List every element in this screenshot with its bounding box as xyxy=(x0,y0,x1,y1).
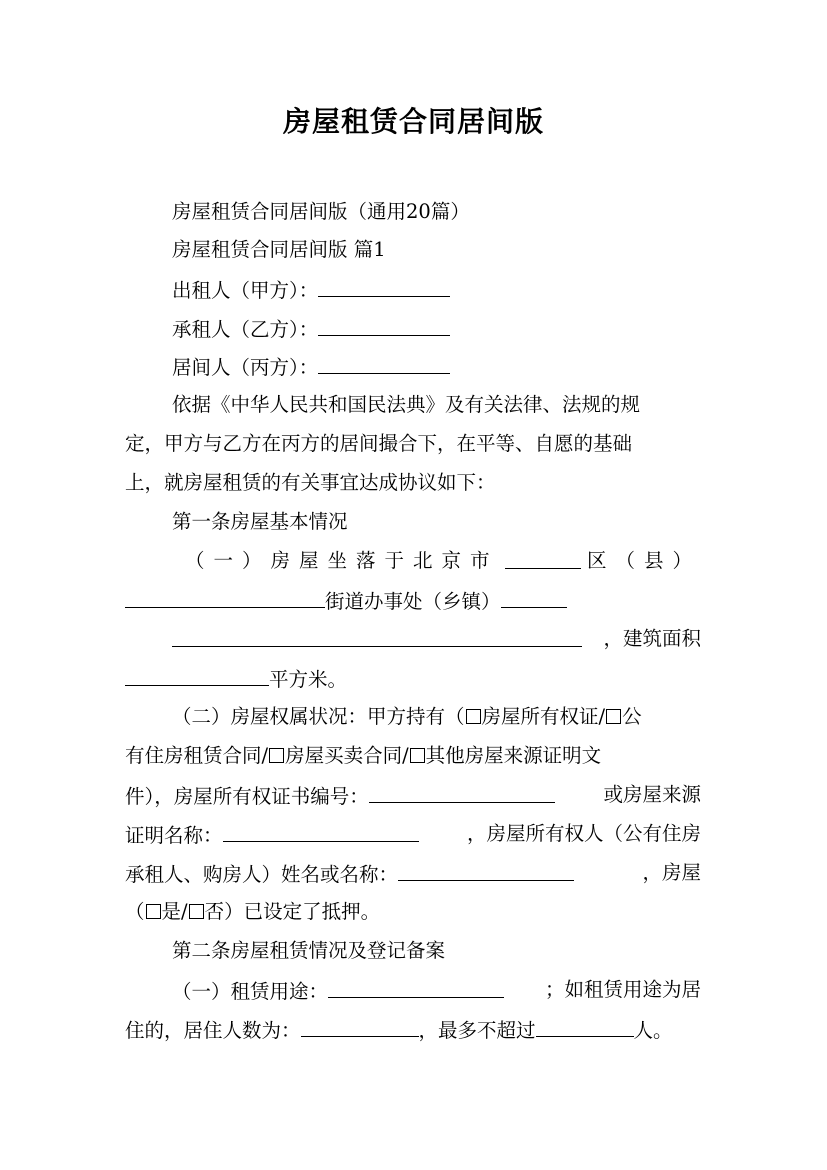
town-blank[interactable] xyxy=(501,585,567,608)
part-heading: 房屋租赁合同居间版 篇1 xyxy=(172,238,386,261)
lease-purpose-label: （一）租赁用途： xyxy=(172,980,329,1003)
occupants-blank[interactable] xyxy=(301,1014,419,1037)
party-c-blank[interactable] xyxy=(318,351,450,374)
party-b-line xyxy=(172,313,701,345)
mortgage-open-paren: （ xyxy=(125,900,145,923)
party-a-line xyxy=(172,274,701,306)
lease-purpose-blank[interactable] xyxy=(328,975,504,998)
certificate-number-label: 件），房屋所有权证书编号： xyxy=(125,785,369,808)
article-1-item-2-line-2 xyxy=(125,741,701,771)
article-1-item-2-line-1 xyxy=(172,702,701,732)
district-blank[interactable] xyxy=(505,546,581,569)
public-housing-label-start: 公 xyxy=(622,705,642,728)
owner-label: ，房屋所有权人（公有住房 xyxy=(466,822,701,845)
article-2-item-1-line-1 xyxy=(172,975,701,1007)
preamble-line-3: 上，就房屋租赁的有关事宜达成协议如下： xyxy=(125,471,496,494)
other-source-checkbox[interactable] xyxy=(410,748,425,763)
article-1-item-2-line-6 xyxy=(125,897,701,927)
street-label: 街道办事处（乡镇） xyxy=(325,590,501,613)
ownership-certificate-label: 房屋所有权证/ xyxy=(481,705,606,728)
preamble-line-2: 定，甲方与乙方在丙方的居间撮合下，在平等、自愿的基础 xyxy=(125,432,633,455)
purchase-contract-label: 房屋买卖合同/ xyxy=(285,744,409,767)
article-2-heading: 第二条房屋租赁情况及登记备案 xyxy=(172,939,446,962)
source-proof-label: 或房屋来源 xyxy=(603,783,701,806)
mortgage-no-label: 否）已设定了抵押。 xyxy=(204,900,381,923)
subtitle: 房屋租赁合同居间版（通用20篇） xyxy=(172,200,470,223)
max-occupants-label: ，最多不超过 xyxy=(418,1019,536,1042)
party-a-label: 出租人（甲方）： xyxy=(172,279,319,302)
location-prefix: （一）房屋坐落于北京市 xyxy=(185,549,499,572)
district-label: 区（县） xyxy=(586,549,701,572)
party-c-label: 居间人（丙方）： xyxy=(172,356,319,379)
article-1-item-2-line-4 xyxy=(125,819,701,851)
address-blank[interactable] xyxy=(172,624,582,647)
other-source-label: 其他房屋来源证明文 xyxy=(425,744,602,767)
certificate-number-blank[interactable] xyxy=(369,780,555,803)
residential-purpose-label: ；如租赁用途为居 xyxy=(544,978,701,1001)
party-b-blank[interactable] xyxy=(318,313,450,336)
party-b-label: 承租人（乙方）： xyxy=(172,318,319,341)
owner-name-blank[interactable] xyxy=(398,858,574,881)
public-housing-checkbox[interactable] xyxy=(606,709,621,724)
area-label: ，建筑面积 xyxy=(603,627,701,650)
article-2-item-1-line-2 xyxy=(125,1014,701,1046)
mortgage-yes-label: 是/ xyxy=(161,900,188,923)
occupants-unit: 人。 xyxy=(633,1019,673,1042)
area-unit: 平方米。 xyxy=(269,668,348,691)
occupants-label: 住的，居住人数为： xyxy=(125,1019,301,1042)
article-1-item-1-line-1 xyxy=(185,546,701,576)
party-a-blank[interactable] xyxy=(318,274,450,297)
ownership-text: （二）房屋权属状况：甲方持有（ xyxy=(172,705,465,728)
article-1-item-1-line-3 xyxy=(172,624,701,654)
proof-name-label: 证明名称： xyxy=(125,824,223,847)
article-1-item-1-line-4 xyxy=(125,663,701,695)
preamble-line-1: 依据《中华人民共和国民法典》及有关法律、法规的规 xyxy=(172,393,641,416)
house-label: ，房屋 xyxy=(642,861,701,884)
article-1-item-2-line-3 xyxy=(125,780,701,812)
ownership-certificate-checkbox[interactable] xyxy=(466,709,481,724)
max-occupants-blank[interactable] xyxy=(536,1014,634,1037)
party-c-line xyxy=(172,351,701,383)
article-1-item-2-line-5 xyxy=(125,858,701,890)
owner-name-label: 承租人、购房人）姓名或名称： xyxy=(125,863,399,886)
document-title: 房屋租赁合同居间版 xyxy=(282,105,544,138)
street-blank[interactable] xyxy=(125,585,325,608)
proof-name-blank[interactable] xyxy=(223,819,419,842)
article-1-item-1-line-2 xyxy=(125,585,701,617)
mortgage-no-checkbox[interactable] xyxy=(189,904,204,919)
article-1-heading: 第一条房屋基本情况 xyxy=(172,510,348,533)
purchase-contract-checkbox[interactable] xyxy=(269,748,284,763)
area-blank[interactable] xyxy=(125,663,269,686)
mortgage-yes-checkbox[interactable] xyxy=(146,904,161,919)
public-housing-label-end: 有住房租赁合同/ xyxy=(125,744,269,767)
